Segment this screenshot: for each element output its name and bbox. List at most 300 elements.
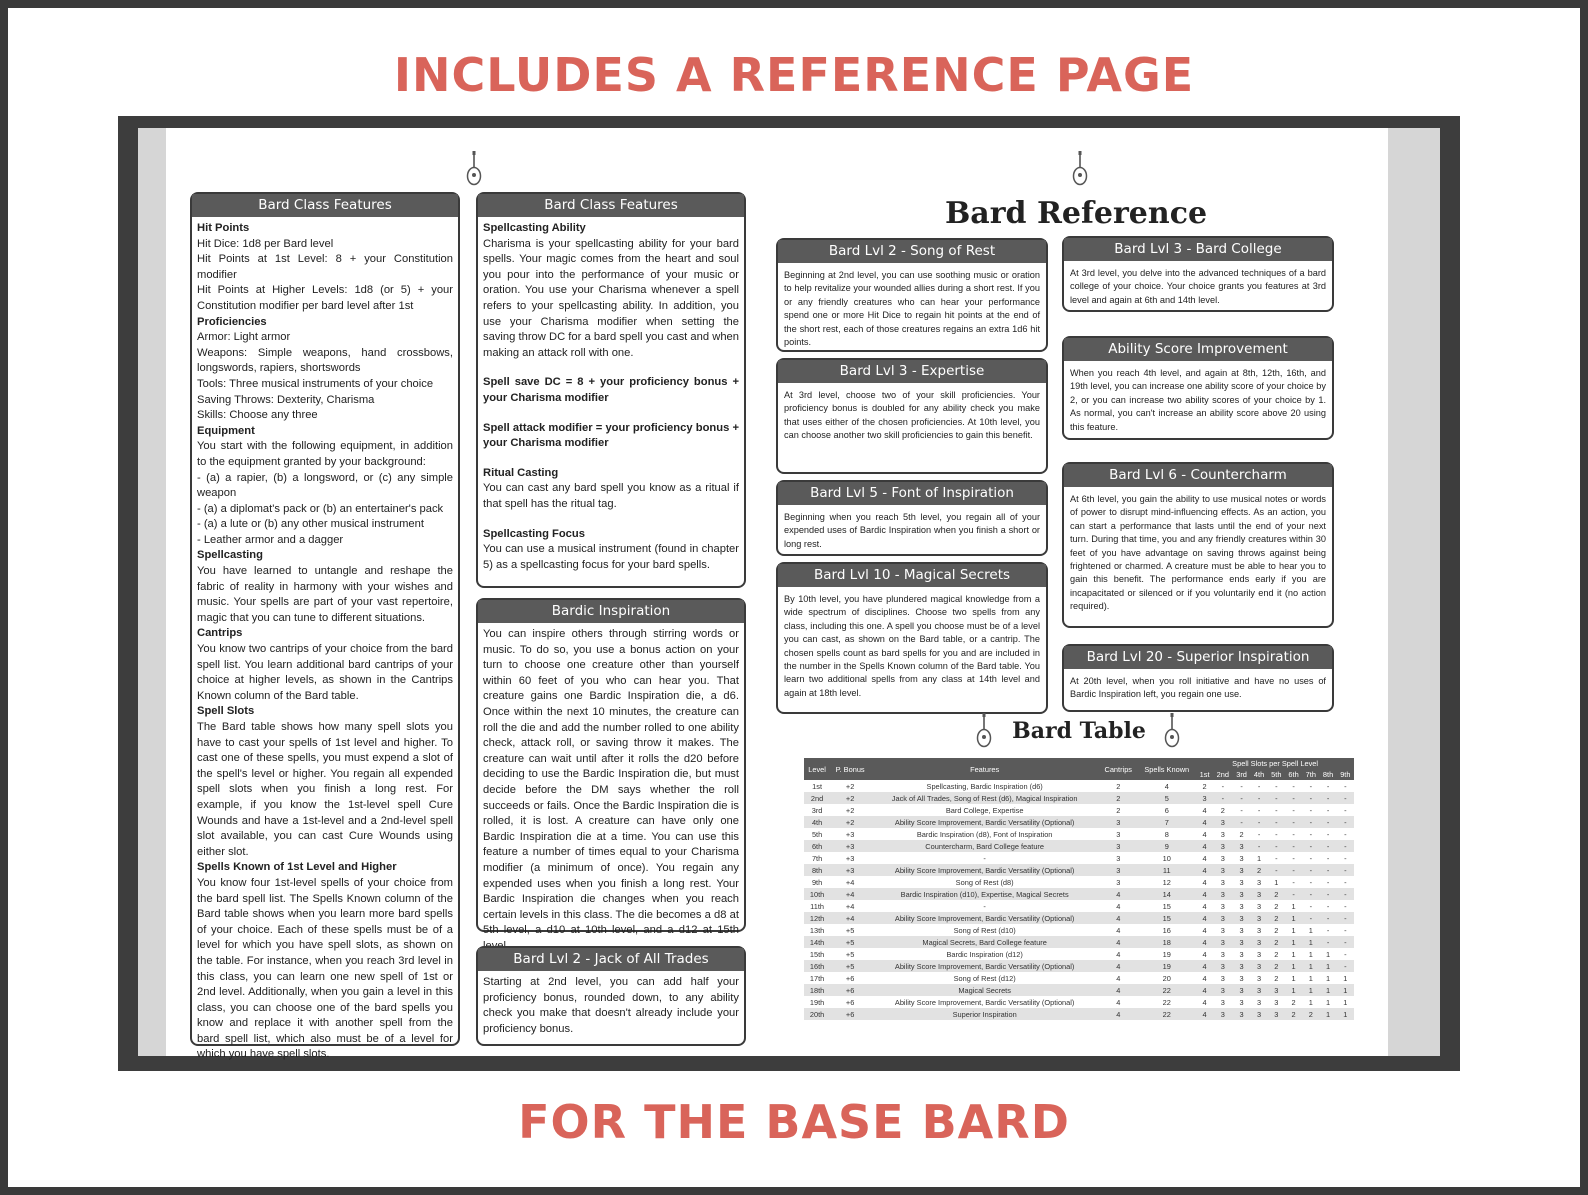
table-cell: 1	[1274, 877, 1279, 887]
table-cell: 6th	[804, 840, 830, 852]
table-cell: 1	[1291, 949, 1296, 959]
table-cell: 3	[1213, 888, 1233, 900]
table-cell: -	[1344, 805, 1347, 815]
table-cell: -	[1326, 829, 1330, 839]
feature-box	[1062, 236, 1334, 312]
table-cell: 3	[1233, 840, 1251, 852]
table-row	[804, 852, 1354, 864]
feature-title: Bard Lvl 6 - Countercharm	[1064, 464, 1332, 487]
table-cell: -	[1257, 829, 1261, 839]
table-row	[804, 996, 1354, 1008]
table-header-row	[804, 758, 1354, 769]
table-cell: 3	[1220, 925, 1225, 935]
table-cell: 4	[1099, 912, 1137, 924]
table-cell: 8	[1164, 829, 1169, 839]
table-cell: 1	[1325, 997, 1331, 1007]
table-cell: 1	[1319, 1008, 1336, 1020]
table-cell: 4	[1116, 997, 1121, 1007]
table-cell: 5th	[811, 829, 823, 839]
table-cell: 3	[1099, 864, 1137, 876]
table-cell: 2	[1116, 805, 1121, 815]
feature-title: Bard Lvl 2 - Song of Rest	[778, 240, 1046, 263]
table-cell: -	[1337, 840, 1354, 852]
table-cell: -	[1319, 912, 1336, 924]
table-cell: -	[1344, 853, 1347, 863]
body-line: You have learned to untangle and reshape the fabric of reality in harmony with your wishes and music. Your spells are part of your vast repertoire, magic that you can tune to different situations.	[197, 565, 453, 624]
slot-level-header: 8th	[1319, 769, 1336, 780]
table-cell: 3	[1116, 877, 1121, 887]
table-cell: 4	[1202, 925, 1207, 935]
table-cell: 3	[1256, 877, 1262, 887]
table-row	[804, 840, 1354, 852]
table-row	[804, 888, 1354, 900]
section-heading: Spell save DC = 8 + your proficiency bonus + your Charisma modifier	[483, 376, 739, 404]
table-row	[804, 816, 1354, 828]
table-cell: -	[1326, 877, 1330, 887]
table-cell: -	[1302, 912, 1319, 924]
table-cell: -	[1240, 805, 1243, 815]
table-cell: 4	[1196, 936, 1213, 948]
table-cell: 12th	[804, 912, 830, 924]
table-cell: -	[1319, 888, 1336, 900]
body-line: Hit Points at 1st Level: 8 + your Constitution modifier	[197, 253, 453, 281]
table-cell: 20	[1162, 973, 1171, 983]
table-cell: 4	[1202, 997, 1207, 1007]
table-cell: 2	[1274, 949, 1279, 959]
table-cell: +2	[845, 781, 855, 791]
table-cell: 1	[1291, 901, 1296, 911]
column-header: Features	[870, 758, 1099, 780]
table-cell: -	[1275, 853, 1278, 863]
box-title: Bardic Inspiration	[478, 600, 744, 623]
table-cell: 3rd	[811, 805, 823, 815]
table-cell: 3	[1213, 984, 1233, 996]
table-cell: 2	[1239, 829, 1244, 839]
feature-title: Bard Lvl 3 - Bard College	[1064, 238, 1332, 261]
bardic-inspiration-box	[476, 598, 746, 937]
table-row	[804, 924, 1354, 936]
table-cell: 3	[1213, 864, 1233, 876]
table-row	[804, 900, 1354, 912]
table-cell: -	[1268, 792, 1285, 804]
table-cell: +5	[830, 960, 870, 972]
slot-level-header: 3rd	[1233, 769, 1251, 780]
table-cell: -	[1302, 840, 1319, 852]
table-cell: 2	[1116, 781, 1121, 791]
table-cell: Magical Secrets, Bard College feature	[870, 936, 1099, 948]
table-row	[804, 1008, 1354, 1020]
right-page	[764, 128, 1388, 1056]
table-cell: -	[1302, 816, 1319, 828]
slot-level-header: 7th	[1302, 769, 1319, 780]
table-cell: 10th	[804, 888, 830, 900]
table-cell: -	[1285, 816, 1302, 828]
feature-box	[1062, 644, 1334, 712]
table-cell: 3	[1250, 888, 1267, 900]
table-cell: 2	[1202, 781, 1207, 791]
table-cell: -	[1319, 816, 1336, 828]
table-cell: 4	[1164, 781, 1169, 791]
table-cell: 4	[1099, 984, 1137, 996]
table-cell: 3	[1220, 901, 1225, 911]
table-cell: -	[1240, 781, 1243, 791]
table-cell: -	[1250, 792, 1267, 804]
section-heading: Cantrips	[197, 627, 243, 640]
table-cell: 4	[1202, 829, 1207, 839]
feature-title: Bard Lvl 10 - Magical Secrets	[778, 564, 1046, 587]
slot-level-header: 9th	[1337, 769, 1354, 780]
table-cell: -	[1337, 888, 1354, 900]
column-header: P. Bonus	[830, 758, 870, 780]
table-cell: 8th	[804, 864, 830, 876]
table-cell: 1	[1308, 997, 1313, 1007]
table-cell: -	[1309, 805, 1313, 815]
table-cell: -	[1337, 960, 1354, 972]
section-heading: Spell Slots	[197, 705, 255, 718]
section-heading: Ritual Casting	[483, 466, 559, 479]
table-cell: -	[1285, 888, 1302, 900]
table-cell: -	[1285, 792, 1302, 804]
column-header: Cantrips	[1099, 758, 1137, 780]
page-title: Bard Reference	[944, 196, 1208, 231]
table-cell: 4	[1196, 840, 1213, 852]
table-cell: 3	[1239, 949, 1244, 959]
table-cell: 3	[1274, 997, 1279, 1007]
table-row	[804, 936, 1354, 948]
table-cell: 4	[1202, 853, 1207, 863]
section-heading: Spellcasting Ability	[483, 222, 586, 234]
table-cell: 3	[1268, 984, 1285, 996]
table-cell: 13th	[809, 925, 825, 935]
table-cell: 3	[1213, 912, 1233, 924]
table-cell: 12	[1162, 877, 1171, 887]
table-cell: 3	[1256, 949, 1262, 959]
table-cell: -	[1250, 816, 1267, 828]
table-cell: 3	[1239, 973, 1244, 983]
table-cell: 3	[1233, 888, 1251, 900]
table-cell: Superior Inspiration	[870, 1008, 1099, 1020]
table-cell: Song of Rest (d8)	[955, 877, 1014, 887]
table-cell: 3	[1256, 901, 1262, 911]
table-cell: 1	[1308, 973, 1313, 983]
table-cell: 3	[1220, 853, 1225, 863]
table-cell: -	[1292, 829, 1295, 839]
box-body	[478, 217, 744, 577]
table-row	[804, 948, 1354, 960]
table-cell: 1	[1291, 973, 1296, 983]
table-cell: -	[1302, 792, 1319, 804]
table-cell: 7th	[811, 853, 823, 863]
table-cell: 1	[1308, 925, 1313, 935]
table-cell: -	[1319, 864, 1336, 876]
table-cell: +5	[830, 936, 870, 948]
body-line: Hit Dice: 1d8 per Bard level	[197, 237, 334, 250]
feature-box	[1062, 336, 1334, 440]
table-cell: Song of Rest (d12)	[953, 973, 1016, 983]
lute-icon	[1072, 150, 1088, 186]
column-header: Level	[804, 758, 830, 780]
table-cell: 2	[1268, 936, 1285, 948]
table-cell: -	[1250, 840, 1267, 852]
table-cell: 9th	[811, 877, 823, 887]
table-cell: -	[1268, 840, 1285, 852]
table-cell: 1	[1302, 984, 1319, 996]
table-cell: -	[1268, 816, 1285, 828]
table-cell: -	[1213, 792, 1233, 804]
feature-title: Ability Score Improvement	[1064, 338, 1332, 361]
table-cell: 1	[1291, 925, 1296, 935]
body-line: Hit Points at Higher Levels: 1d8 (or 5) + your Constitution modifier per bard level after 1st	[197, 284, 453, 312]
table-cell: 4	[1196, 960, 1213, 972]
body-line: You can cast any bard spell you know as a ritual if that spell has the ritual tag.	[483, 482, 739, 510]
bottom-banner: FOR THE BASE BARD	[518, 1095, 1070, 1149]
table-cell: 3	[1213, 840, 1233, 852]
table-cell: -	[1257, 805, 1261, 815]
table-cell: -	[1292, 853, 1295, 863]
table-cell: 1	[1343, 997, 1348, 1007]
table-cell: 3	[1239, 877, 1244, 887]
table-cell: -	[1326, 925, 1330, 935]
table-cell: +5	[845, 949, 855, 959]
table-row	[804, 984, 1354, 996]
table-cell: -	[1285, 864, 1302, 876]
table-cell: Bardic Inspiration (d12)	[946, 949, 1023, 959]
table-cell: 4	[1202, 949, 1207, 959]
table-cell: +6	[845, 997, 855, 1007]
table-cell: 10	[1162, 853, 1171, 863]
table-cell: +4	[830, 888, 870, 900]
table-cell: -	[1344, 949, 1347, 959]
table-cell: 14th	[804, 936, 830, 948]
table-cell: Song of Rest (d10)	[953, 925, 1016, 935]
table-cell: -	[1344, 901, 1347, 911]
table-cell: +4	[845, 877, 855, 887]
table-cell: 1	[1319, 960, 1336, 972]
table-cell: 3	[1250, 912, 1267, 924]
table-cell: 4	[1196, 912, 1213, 924]
feature-text: Beginning when you reach 5th level, you regain all of your expended uses of Bardic Inspiration when you finish a short or long rest.	[784, 512, 1040, 549]
table-cell: Jack of All Trades, Song of Rest (d6), Magical Inspiration	[870, 792, 1099, 804]
table-cell: -	[1337, 792, 1354, 804]
table-cell: 19th	[809, 997, 825, 1007]
table-cell: 4	[1202, 805, 1207, 815]
body-line: You know two cantrips of your choice from the bard spell list. You learn additional bard cantrips of your choice at higher levels, as shown in the Cantrips Known column of the Bard table.	[197, 643, 453, 702]
table-cell: -	[1221, 781, 1225, 791]
table-cell: 2	[1274, 925, 1279, 935]
lute-icon	[466, 150, 482, 186]
table-cell: 20th	[804, 1008, 830, 1020]
table-cell: 3	[1213, 960, 1233, 972]
body-line: Charisma is your spellcasting ability for your bard spells. Your magic comes from the heart and soul you pour into the performance of your music or oration. You use your Charisma whenever a spell refers to your spellcasting ability. In addition, you use your Charisma modifier when setting the saving throw DC for a bard spell you cast and when making an attack roll with one.	[483, 237, 739, 359]
table-cell: +4	[830, 912, 870, 924]
table-cell: -	[1309, 877, 1313, 887]
table-cell: 1	[1256, 853, 1262, 863]
table-cell: 4	[1099, 936, 1137, 948]
table-row	[804, 792, 1354, 804]
table-cell: 22	[1137, 1008, 1196, 1020]
box-text: Starting at 2nd level, you can add half your proficiency bonus, rounded down, to any ability check you make that doesn't already include your proficiency bonus.	[483, 976, 739, 1035]
table-cell: 3	[1268, 1008, 1285, 1020]
table-cell: -	[1275, 805, 1278, 815]
body-line: - (a) a lute or (b) any other musical instrument	[197, 518, 424, 531]
section-heading: Equipment	[197, 424, 255, 437]
table-cell: 15th	[809, 949, 825, 959]
table-cell: -	[1309, 853, 1313, 863]
table-cell: Ability Score Improvement, Bardic Versatility (Optional)	[870, 960, 1099, 972]
table-cell: 15	[1137, 912, 1196, 924]
table-cell: 3	[1250, 936, 1267, 948]
feature-title: Bard Lvl 20 - Superior Inspiration	[1064, 646, 1332, 669]
box-text: You can inspire others through stirring words or music. To do so, you use a bonus action on your turn to choose one creature other than yourself within 60 feet of you who can hear you. That creature gains one Bardic Inspiration die, a d6. Once within the next 10 minutes, the creature can roll the die and add the number rolled to one ability check, attack roll, or saving throw it makes. The creature can wait until after it rolls the d20 before deciding to use the Bardic Inspiration die, but must decide before the DM says whether the roll succeeds or fails. Once the Bardic Inspiration die is rolled, it is lost. A creature can have only one Bardic Inspiration die at a time. You can use this feature a number of times equal to your Charisma modifier (a minimum of once). You regain any expended uses when you finish a long rest. Your Bardic Inspiration die changes when you reach certain levels in this class. The die becomes a d8 at 5th level, a d10 at 10th level, and a d12 at 15th	[483, 628, 739, 937]
table-cell: 4	[1202, 877, 1207, 887]
table-cell: 11	[1137, 864, 1196, 876]
table-cell: -	[1285, 840, 1302, 852]
body-line: Saving Throws: Dexterity, Charisma	[197, 393, 375, 406]
table-cell: 1	[1285, 936, 1302, 948]
table-cell: +2	[845, 805, 855, 815]
table-cell: 1	[1302, 936, 1319, 948]
table-cell: 3	[1099, 840, 1137, 852]
table-cell: 1	[1308, 949, 1313, 959]
table-cell: -	[1309, 829, 1313, 839]
feature-text: At 6th level, you gain the ability to use musical notes or words of power to disrupt mind-influencing effects. As an action, you can start a performance that lasts until the end of your next turn. During that time, you and any friendly creatures within 30 feet of you have advantage on saving throws against being frightened or charmed. A creature must be able to hear you to gain this benefit. The performance ends early if you are incapacitated or silenced or if you voluntarily end it (no action required).	[1070, 494, 1326, 612]
table-cell: 1	[1337, 984, 1354, 996]
body-line: - (a) a diplomat's pack or (b) an entertainer's pack	[197, 502, 444, 515]
table-cell: 4	[1116, 973, 1121, 983]
table-cell: 2	[1268, 912, 1285, 924]
table-cell: 2	[1250, 864, 1267, 876]
table-cell: 3	[1233, 960, 1251, 972]
table-cell: Magical Secrets	[870, 984, 1099, 996]
table-cell: -	[1302, 888, 1319, 900]
table-cell: Ability Score Improvement, Bardic Versatility (Optional)	[870, 912, 1099, 924]
body-line: Weapons: Simple weapons, hand crossbows, longswords, rapiers, shortswords	[197, 346, 453, 375]
table-cell: 14	[1137, 888, 1196, 900]
table-cell: -	[1344, 925, 1347, 935]
table-cell: 4	[1099, 1008, 1137, 1020]
table-cell: 16th	[804, 960, 830, 972]
table-cell: -	[1344, 829, 1347, 839]
table-cell: 3	[1099, 816, 1137, 828]
table-row	[804, 912, 1354, 924]
table-cell: 4	[1116, 925, 1121, 935]
table-cell: 22	[1162, 997, 1171, 1007]
table-cell: 4	[1196, 888, 1213, 900]
table-cell: Bard College, Expertise	[945, 805, 1024, 815]
table-cell: -	[1344, 781, 1347, 791]
table-cell: 2	[1220, 805, 1225, 815]
table-cell: 1st	[812, 781, 823, 791]
table-cell: -	[1326, 901, 1330, 911]
table-cell: 3	[1256, 973, 1262, 983]
table-cell: 3	[1213, 936, 1233, 948]
table-cell: 3	[1196, 792, 1213, 804]
top-banner: INCLUDES A REFERENCE PAGE	[393, 48, 1195, 102]
table-cell: Bardic Inspiration (d8), Font of Inspiration	[916, 829, 1053, 839]
body-line: You start with the following equipment, in addition to the equipment granted by your background:	[197, 440, 453, 468]
table-cell: -	[1292, 805, 1295, 815]
table-cell: -	[1268, 864, 1285, 876]
feature-text: At 20th level, when you roll initiative and have no uses of Bardic Inspiration left, you regain one use.	[1070, 676, 1326, 700]
body-line: - Leather armor and a dagger	[197, 533, 344, 546]
table-cell: +3	[845, 829, 855, 839]
table-cell: 11th	[810, 901, 824, 911]
table-cell: 3	[1256, 925, 1262, 935]
preview-frame	[118, 116, 1460, 1071]
table-cell: -	[1319, 792, 1336, 804]
table-cell: 1	[1285, 960, 1302, 972]
table-cell: 4	[1099, 960, 1137, 972]
bard-table	[804, 758, 1354, 1020]
table-cell: 2	[1099, 792, 1137, 804]
table-cell: 2	[1268, 960, 1285, 972]
box-body	[478, 623, 744, 958]
feature-text: Beginning at 2nd level, you can use soothing music or oration to help revitalize your wounded allies during a short rest. If you or any friendly creatures who can hear your performance spend one or more Hit Dice to regain hit points at the end of the short rest, each of those creatures regains an extra 1d6 hit points.	[784, 270, 1040, 348]
table-cell: 22	[1137, 984, 1196, 996]
table-cell: 3	[1220, 877, 1225, 887]
table-row	[804, 972, 1354, 984]
table-cell: -	[1337, 816, 1354, 828]
table-cell: -	[983, 901, 986, 911]
table-cell: 3	[1220, 949, 1225, 959]
table-cell: 3	[1220, 997, 1225, 1007]
body-line: Armor: Light armor	[197, 331, 291, 344]
table-cell: 4	[1116, 949, 1121, 959]
table-cell: -	[1292, 781, 1295, 791]
table-cell: 3	[1239, 853, 1244, 863]
table-cell: +2	[830, 792, 870, 804]
body-line: You can use a musical instrument (found in chapter 5) as a spellcasting focus for your bard spells.	[483, 543, 739, 571]
section-heading: Spells Known of 1st Level and Higher	[197, 861, 397, 874]
slot-level-header: 5th	[1268, 769, 1285, 780]
table-cell: +6	[845, 973, 855, 983]
feature-text: When you reach 4th level, and again at 8th, 12th, 16th, and 19th level, you can increase one ability score of your choice by 2, or you can increase two ability scores of your choice by 1. As normal, you can't increase an ability score above 20 using this feature.	[1070, 368, 1326, 432]
slot-level-header: 4th	[1250, 769, 1267, 780]
table-cell: 1	[1343, 973, 1348, 983]
slot-level-header: 2nd	[1213, 769, 1233, 780]
table-cell: 18	[1137, 936, 1196, 948]
box-body	[478, 971, 744, 1041]
table-cell: 3	[1250, 1008, 1267, 1020]
table-cell: 2	[1268, 888, 1285, 900]
table-cell: 3	[1239, 901, 1244, 911]
table-cell: 2	[1291, 997, 1296, 1007]
body-line: The Bard table shows how many spell slots you have to cast your spells of 1st level and higher. To cast one of these spells, you must expend a slot of the spell's level or higher. You regain all expended spell slots when you finish a long rest. For example, if you know the 1st-level spell Cure Wounds and have a 1st-level and a 2nd-level spell slot available, you can cast Cure Wounds using either slot.	[197, 721, 453, 858]
feature-title: Bard Lvl 3 - Expertise	[778, 360, 1046, 383]
table-cell: 3	[1116, 829, 1121, 839]
table-row	[804, 804, 1354, 816]
table-cell: -	[1344, 877, 1347, 887]
table-cell: -	[1326, 805, 1330, 815]
spell-slots-header: Spell Slots per Spell Level	[1196, 758, 1354, 769]
table-cell: -	[1337, 864, 1354, 876]
box-body	[192, 217, 458, 1067]
table-cell: 3	[1233, 912, 1251, 924]
table-row	[804, 828, 1354, 840]
table-cell: 9	[1137, 840, 1196, 852]
table-cell: 4	[1202, 973, 1207, 983]
table-title: Bard Table	[1012, 718, 1146, 744]
table-cell: -	[1309, 901, 1313, 911]
table-cell: 2	[1274, 901, 1279, 911]
page-spread	[138, 128, 1440, 1061]
table-cell: 4th	[804, 816, 830, 828]
table-cell: -	[1292, 877, 1295, 887]
table-cell: 4	[1196, 984, 1213, 996]
table-cell: 1	[1325, 949, 1331, 959]
table-cell: 1	[1285, 984, 1302, 996]
table-cell: +3	[845, 853, 855, 863]
